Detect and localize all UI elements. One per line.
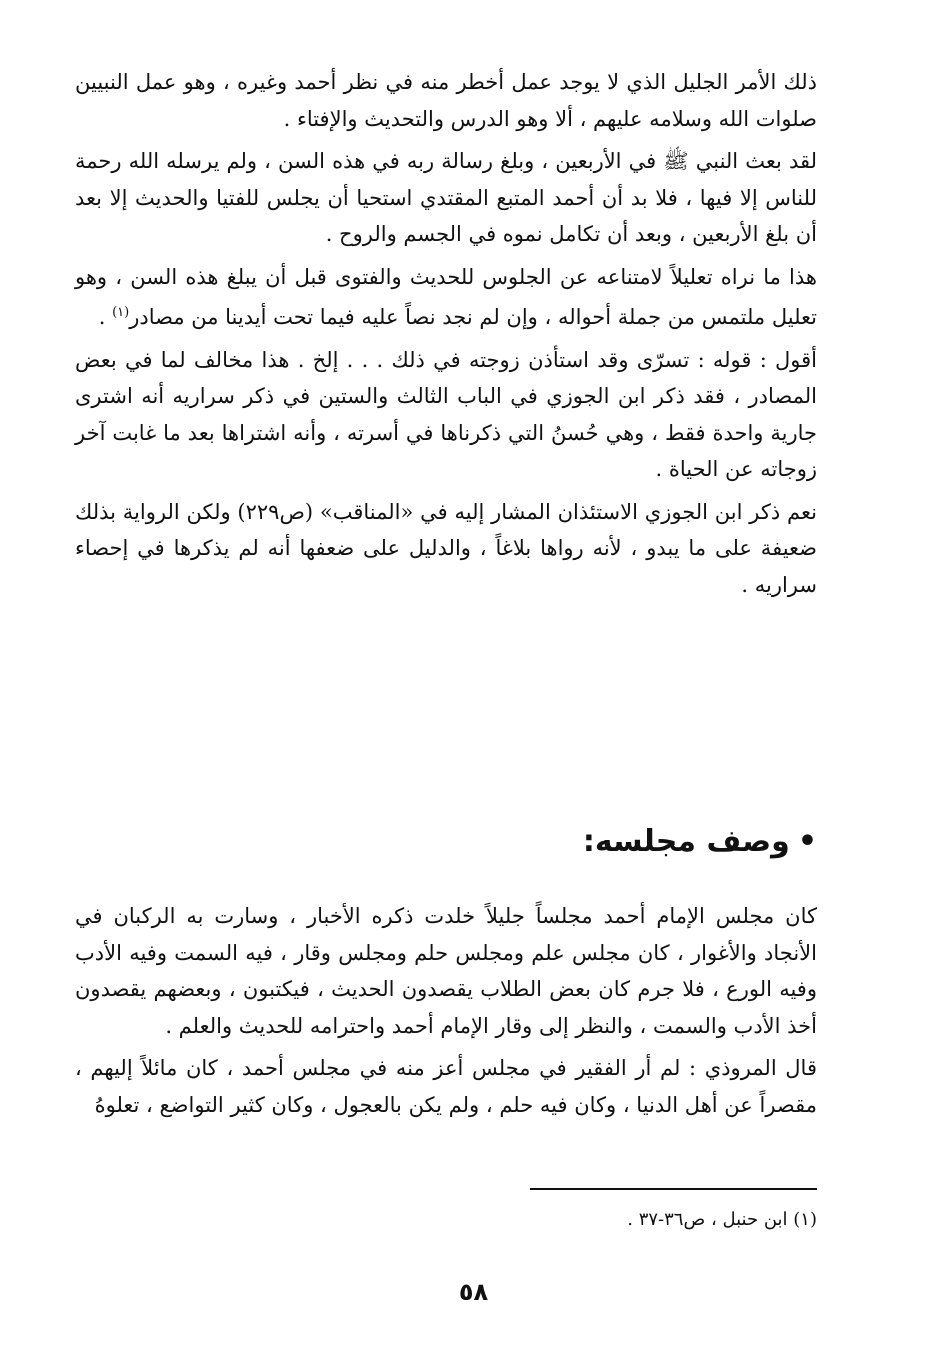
body-text-top bbox=[75, 64, 817, 603]
paragraph-7: قال المروذي : لم أر الفقير في مجلس أعز منه في مجلس أحمد ، كان مائلاً إليهم ، مقصراً عن أهل الدنيا ، وكان فيه حلم ، ولم يكن بالعجول ، وكان كثير التواضع ، تعلوهُ bbox=[75, 1056, 817, 1117]
paragraph-2: لقد بعث النبي ﷺ في الأربعين ، وبلغ رسالة ربه في هذه السن ، ولم يرسله الله رحمة للناس إلا فيها ، فلا بد أن أحمد المتبع المقتدي استحيا أن يجلس للفتيا والحديث إلا بعد أن بلغ الأربعين ، وبعد أن تكامل نموه في الجسم والروح . bbox=[75, 149, 817, 246]
paragraph-3-text: هذا ما نراه تعليلاً لامتناعه عن الجلوس للحديث والفتوى قبل أن يبلغ هذه السن ، وهو تعليل ملتمس من جملة أحواله ، وإن لم نجد نصاً عليه فيما تحت أيدينا من مصادر bbox=[75, 264, 817, 329]
footnote-divider bbox=[530, 1188, 817, 1190]
bullet-icon: • bbox=[797, 824, 817, 859]
paragraph-4: أقول : قوله : تسرّى وقد استأذن زوجته في ذلك . . . إلخ . هذا مخالف لما في بعض المصادر ، فقد ذكر ابن الجوزي في الباب الثالث والستين في ذكر سراريه أنه اشترى جارية واحدة فقط ، وهي حُسنُ التي ذكرناها في أسرته ، وأنه اشتراها بعد ما غابت آخر زوجاته عن الحياة . bbox=[75, 347, 817, 481]
paragraph-3 bbox=[75, 259, 817, 336]
paragraph-6: كان مجلس الإمام أحمد مجلساً جليلاً خلدت ذكره الأخبار ، وسارت به الركبان في الأنجاد والأغوار ، كان مجلس علم ومجلس حلم ومجلس وقار ، فيه السمت وفيه الأدب وفيه الورع ، فلا جرم كان بعض الطلاب يقصدون الحديث ، فيكتبون ، وبعضهم يقصدون أخذ الأدب والسمت ، والنظر إلى وقار الإمام أحمد واحترامه للحديث والعلم . bbox=[75, 904, 817, 1038]
section-heading bbox=[583, 820, 817, 864]
paragraph-5: نعم ذكر ابن الجوزي الاستئذان المشار إليه في «المناقب» (ص٢٢٩) ولكن الرواية بذلك ضعيفة على ما يبدو ، لأنه رواها بلاغاً ، والدليل على ضعفها أنه لم يذكرها في إحصاء سراريه . bbox=[75, 499, 817, 597]
footnote: (١) ابن حنبل ، ص٣٦-٣٧ . bbox=[627, 1209, 817, 1230]
paragraph-3-end: . bbox=[98, 305, 113, 329]
body-text-bottom bbox=[75, 898, 817, 1123]
footnote-marker: (١) bbox=[112, 305, 130, 320]
page-number: ٥٨ bbox=[458, 1278, 489, 1306]
section-heading-text: وصف مجلسه: bbox=[582, 824, 790, 859]
paragraph-1: ذلك الأمر الجليل الذي لا يوجد عمل أخطر منه في نظر أحمد وغيره ، وهو عمل النبيين صلوات الله وسلامه عليهم ، ألا وهو الدرس والتحديث والإفتاء . bbox=[75, 70, 817, 131]
